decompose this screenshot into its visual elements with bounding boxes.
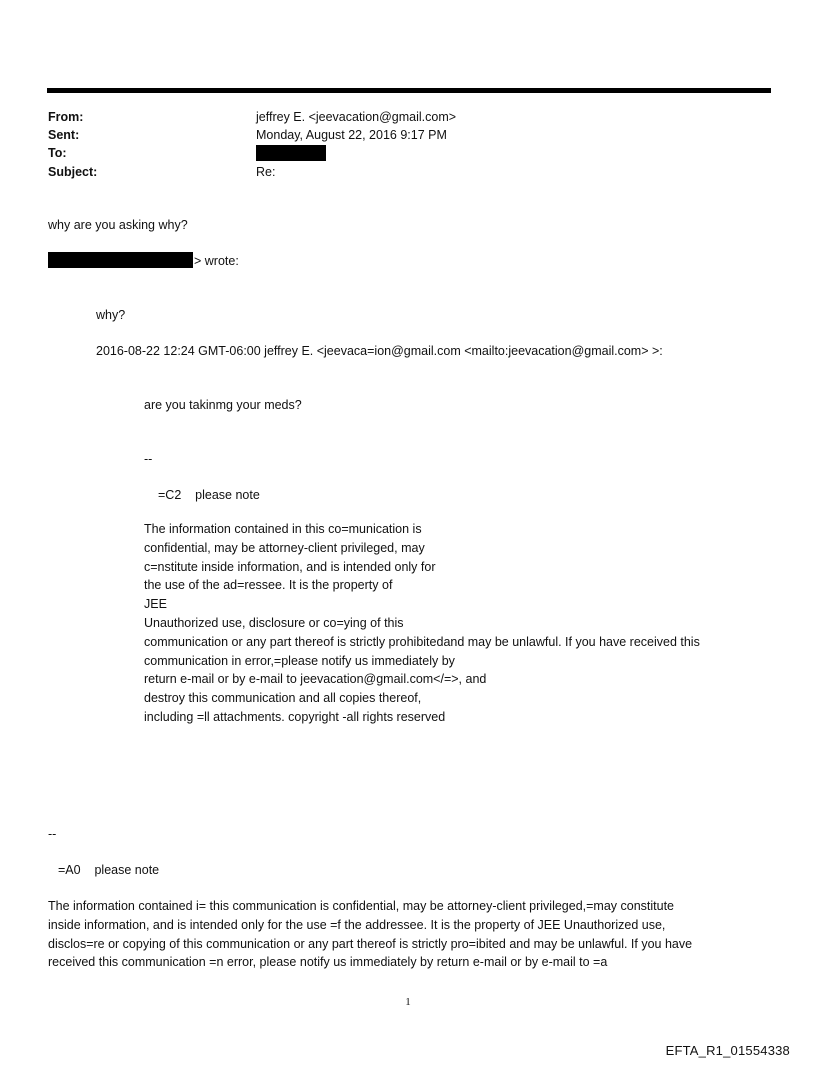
inner-disclaimer-line: communication in error,=please notify us immediately by bbox=[144, 653, 455, 668]
inner-please-note: =C2 please note bbox=[158, 488, 260, 502]
reply-line: why are you asking why? bbox=[48, 218, 188, 232]
inner-disclaimer bbox=[144, 520, 700, 727]
inner-disclaimer-line: confidential, may be attorney-client privileged, may bbox=[144, 540, 425, 555]
meds-line: are you takinmg your meds? bbox=[144, 398, 302, 412]
inner-disclaimer-line: Unauthorized use, disclosure or co=ying of this bbox=[144, 615, 404, 630]
inner-disclaimer-line: c=nstitute inside information, and is intended only for bbox=[144, 559, 436, 574]
page-number: 1 bbox=[405, 996, 411, 1008]
inner-disclaimer-line: The information contained in this co=munication is bbox=[144, 522, 422, 536]
document-id: EFTA_R1_01554338 bbox=[665, 1043, 790, 1058]
to-redaction bbox=[256, 145, 326, 161]
quote-header: 2016-08-22 12:24 GMT-06:00 jeffrey E. <jeevaca=ion@gmail.com <mailto:jeevacation@gmail.com> >: bbox=[96, 344, 663, 358]
outer-disclaimer-line: inside information, and is intended only for the use =f the addressee. It is the property of JEE Unauthorized use, bbox=[48, 917, 666, 932]
sent-label: Sent: bbox=[48, 128, 80, 142]
subject-value: Re: bbox=[256, 165, 276, 179]
wrote-line: > wrote: bbox=[194, 254, 239, 268]
header-rule bbox=[47, 88, 771, 93]
outer-disclaimer bbox=[48, 897, 692, 972]
from-value: jeffrey E. <jeevacation@gmail.com> bbox=[256, 110, 457, 124]
inner-disclaimer-line: including =ll attachments. copyright -all rights reserved bbox=[144, 709, 446, 724]
outer-please-note: =A0 please note bbox=[58, 863, 160, 877]
inner-disclaimer-line: the use of the ad=ressee. It is the property of bbox=[144, 578, 393, 593]
inner-sig-dash: -- bbox=[144, 452, 153, 466]
to-label: To: bbox=[48, 146, 67, 160]
outer-disclaimer-line: The information contained i= this communication is confidential, may be attorney-client privileged,=may constitute bbox=[48, 899, 675, 913]
subject-label: Subject: bbox=[48, 165, 98, 179]
from-label: From: bbox=[48, 110, 84, 124]
inner-disclaimer-line: return e-mail or by e-mail to jeevacation@gmail.com</=>, and bbox=[144, 672, 487, 687]
outer-sig-dash: -- bbox=[48, 827, 57, 841]
inner-disclaimer-line: JEE bbox=[144, 597, 167, 612]
sent-value: Monday, August 22, 2016 9:17 PM bbox=[256, 128, 447, 142]
inner-disclaimer-line: communication or any part thereof is strictly prohibitedand may be unlawful. If you have received this bbox=[144, 634, 700, 649]
outer-disclaimer-line: disclos=re or copying of this communication or any part thereof is strictly pro=ibited and may be unlawful. If you have bbox=[48, 936, 693, 951]
outer-disclaimer-line: received this communication =n error, please notify us immediately by return e-mail or by e-mail to =a bbox=[48, 955, 608, 970]
why-line: why? bbox=[96, 308, 126, 322]
inner-disclaimer-line: destroy this communication and all copies thereof, bbox=[144, 691, 422, 706]
sender-redaction bbox=[48, 252, 193, 268]
